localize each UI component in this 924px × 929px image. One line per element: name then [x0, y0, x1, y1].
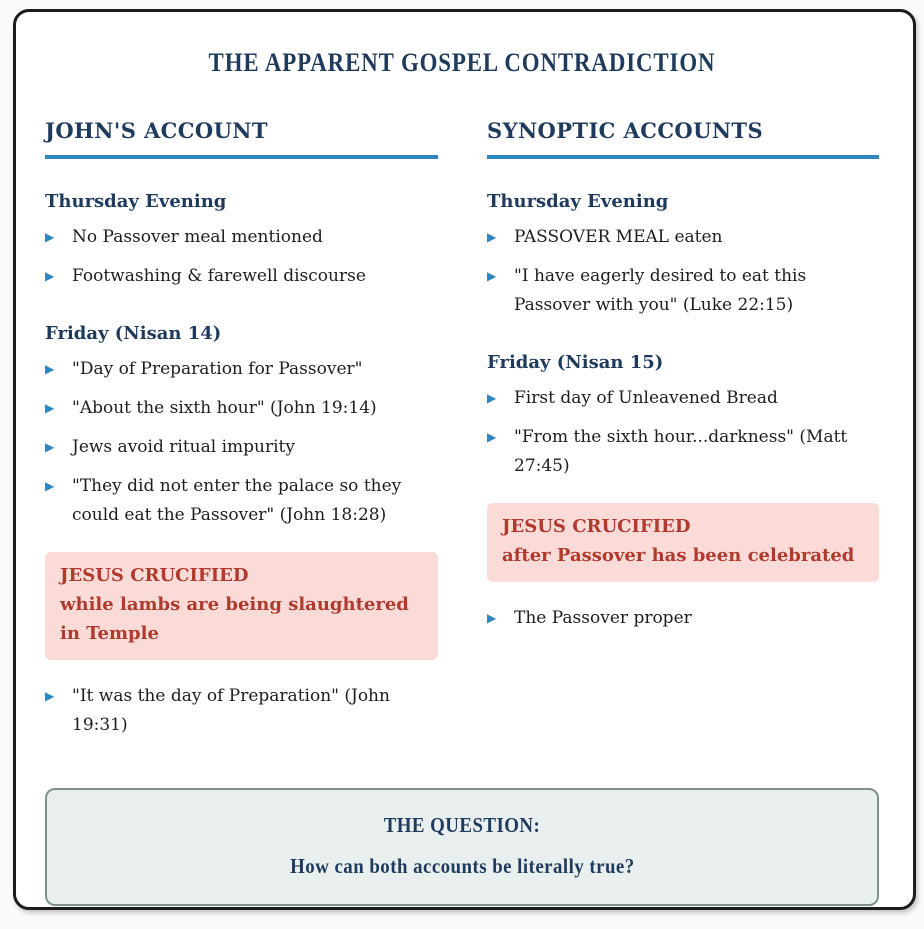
bullet-icon: ▶ [45, 362, 55, 377]
bullet-icon: ▶ [487, 391, 497, 406]
list-item-text: The Passover proper [514, 608, 692, 629]
question-text-content: How can both accounts be literally true? [289, 854, 635, 879]
synoptic-crucified-highlight [487, 503, 879, 582]
list-item [45, 355, 438, 384]
list-item [45, 262, 438, 291]
question-label-text: THE QUESTION: [383, 813, 541, 838]
synoptic-thursday-list [487, 223, 879, 320]
synoptic-friday-heading: Friday (Nisan 15) [487, 352, 664, 374]
john-crucified-highlight [45, 552, 438, 660]
john-after-list [45, 682, 438, 740]
list-item-text: "It was the day of Preparation" (John 19:31) [72, 686, 390, 736]
list-item [45, 223, 438, 252]
list-item-text: "About the sixth hour" (John 19:14) [72, 398, 377, 419]
question-text [57, 855, 867, 878]
list-item-text: "They did not enter the palace so they could eat the Passover" (John 18:28) [72, 476, 402, 526]
list-item-text: PASSOVER MEAL eaten [514, 227, 723, 248]
list-item-text: Footwashing & farewell discourse [72, 266, 366, 287]
list-item [487, 223, 879, 252]
john-friday-heading: Friday (Nisan 14) [45, 323, 222, 345]
list-item-text: First day of Unleavened Bread [514, 388, 778, 409]
highlight-line2: while lambs are being slaughtered in Temple [60, 594, 409, 645]
bullet-icon: ▶ [487, 230, 497, 245]
list-item [45, 682, 438, 740]
list-item [45, 472, 438, 530]
list-item-text: "I have eagerly desired to eat this Passover with you" (Luke 22:15) [514, 266, 807, 316]
highlight-line1: JESUS CRUCIFIED [502, 516, 691, 538]
bullet-icon: ▶ [45, 401, 55, 416]
synoptic-thursday-heading: Thursday Evening [487, 191, 669, 213]
page-title-text: THE APPARENT GOSPEL CONTRADICTION [208, 48, 716, 77]
john-thursday-list [45, 223, 438, 291]
bullet-icon: ▶ [45, 440, 55, 455]
list-item [487, 384, 879, 413]
highlight-line2: after Passover has been celebrated [502, 545, 855, 567]
list-item [45, 433, 438, 462]
column-john [45, 119, 438, 740]
list-item-text: "From the sixth hour...darkness" (Matt 27:45) [514, 427, 848, 477]
list-item [487, 423, 879, 481]
question-label [57, 814, 867, 837]
bullet-icon: ▶ [487, 269, 497, 284]
column-synoptic-header: SYNOPTIC ACCOUNTS [487, 118, 764, 143]
list-item [487, 262, 879, 320]
comparison-card [13, 9, 916, 910]
john-friday-list [45, 355, 438, 530]
bullet-icon: ▶ [487, 430, 497, 445]
list-item-text: Jews avoid ritual impurity [72, 437, 295, 458]
list-item-text: No Passover meal mentioned [72, 227, 323, 248]
john-thursday-heading: Thursday Evening [45, 191, 227, 213]
bullet-icon: ▶ [45, 269, 55, 284]
list-item [487, 604, 879, 633]
bullet-icon: ▶ [45, 230, 55, 245]
synoptic-after-list [487, 604, 879, 633]
list-item [45, 394, 438, 423]
column-john-header: JOHN'S ACCOUNT [45, 118, 268, 143]
synoptic-friday-list [487, 384, 879, 481]
bullet-icon: ▶ [487, 611, 497, 626]
column-john-underline [45, 155, 438, 159]
bullet-icon: ▶ [45, 689, 55, 704]
highlight-line1: JESUS CRUCIFIED [60, 565, 249, 587]
list-item-text: "Day of Preparation for Passover" [72, 359, 363, 380]
page-title [45, 50, 879, 76]
column-synoptic [487, 119, 879, 740]
question-box [45, 788, 879, 906]
bullet-icon: ▶ [45, 479, 55, 494]
columns-row [45, 119, 879, 740]
column-synoptic-underline [487, 155, 879, 159]
